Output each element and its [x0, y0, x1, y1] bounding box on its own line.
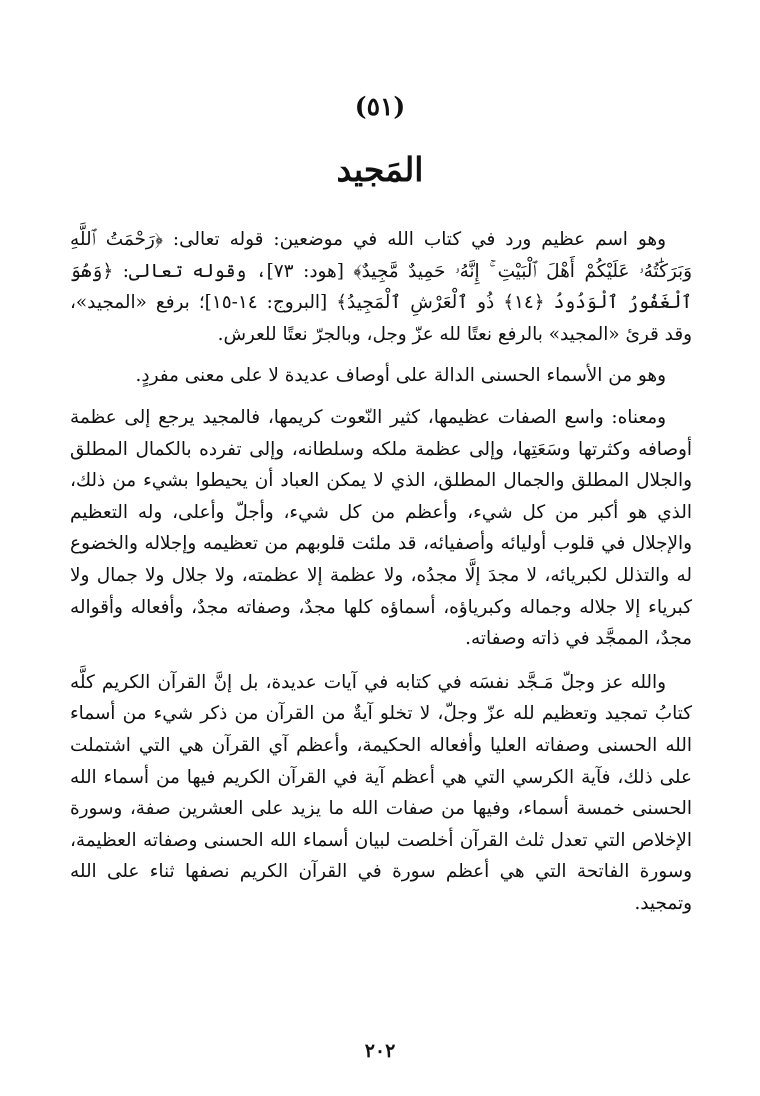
body-text: [70, 224, 692, 919]
paragraph-meaning: ومعناه: واسع الصفات عظيمها، كثير النّعوت كريمها، فالمجيد يرجع إلى عظمة أوصافه وكثرتها وسَعَتِها، وإلى عظمة ملكه وسلطانه، وإلى تفرده بالكمال المطلق والجلال المطلق والجمال المطلق، الذي لا يمكن العباد أن يحيطوا بشيء من ذلك، الذي هو أكبر من كل شيء، وأعظم من كل شيء، وأجلّ وأعلى، وله التعظيم والإجلال في قلوب أوليائه وأصفيائه، قد ملئت قلوبهم من تعظيمه وإجلاله والخضوع له والتذلل لكبريائه، لا مجدَ إلَّا مجدُه، ولا عظمة إلا عظمته، ولا جلال ولا جمال ولا كبرياء إلا جلاله وجماله وكبرياؤه، أسماؤه كلها مجدٌ، وصفاته مجدٌ، وأفعاله وأقواله مجدٌ، الممجَّد في ذاته وصفاته.: [70, 406, 692, 650]
chapter-number: (٥١): [354, 92, 406, 121]
chapter-title: المَجيد: [336, 150, 424, 189]
paragraph-description: وهو من الأسماء الحسنى الدالة على أوصاف عديدة لا على معنى مفردٍ.: [135, 365, 666, 387]
page-number: ٢٠٢: [364, 1040, 396, 1062]
paragraph-verses: وهو اسم عظيم ورد في كتاب الله في موضعين: قوله تعالى: ﴿رَحْمَتُ ٱللَّهِ وَبَرَكَٰتُهُۥ عَلَيْكُمْ أَهْلَ ٱلْبَيْتِ ۚ إِنَّهُۥ حَمِيدٌ مَّجِيدٌ﴾ [هود: ٧٣]، وقوله تعالى: ﴿وَهُوَ ٱلْغَفُورُ ٱلْوَدُودُ ﴿١٤﴾ ذُو ٱلْعَرْشِ ٱلْمَجِيدُ﴾ [البروج: ١٤-١٥]؛ برفع «المجيد»، وقد قرئ «المجيد» بالرفع نعتًا لله عزّ وجل، وبالجرّ نعتًا للعرش.: [70, 229, 692, 345]
paragraph-glorification: والله عز وجلّ مَـجَّد نفسَه في كتابه في آيات عديدة، بل إنَّ القرآن الكريم كلَّه كتابُ تمجيد وتعظيم لله عزّ وجلّ، لا تخلو آيةٌ من القرآن من ذكر شيء من أسماء الله الحسنى وصفاته العليا وأفعاله الحكيمة، وأعظم آي القرآن هي التي اشتملت على ذلك، فآية الكرسي التي هي أعظم آية في القرآن الكريم فيها من أسماء الله الحسنى خمسة أسماء، وفيها من صفات الله ما يزيد على العشرين صفة، وسورة الإخلاص التي تعدل ثلث القرآن أخلصت لبيان أسماء الله الحسنى وصفاته العظيمة، وسورة الفاتحة التي هي أعظم سورة في القرآن الكريم نصفها ثناء على الله وتمجيد.: [70, 671, 692, 914]
